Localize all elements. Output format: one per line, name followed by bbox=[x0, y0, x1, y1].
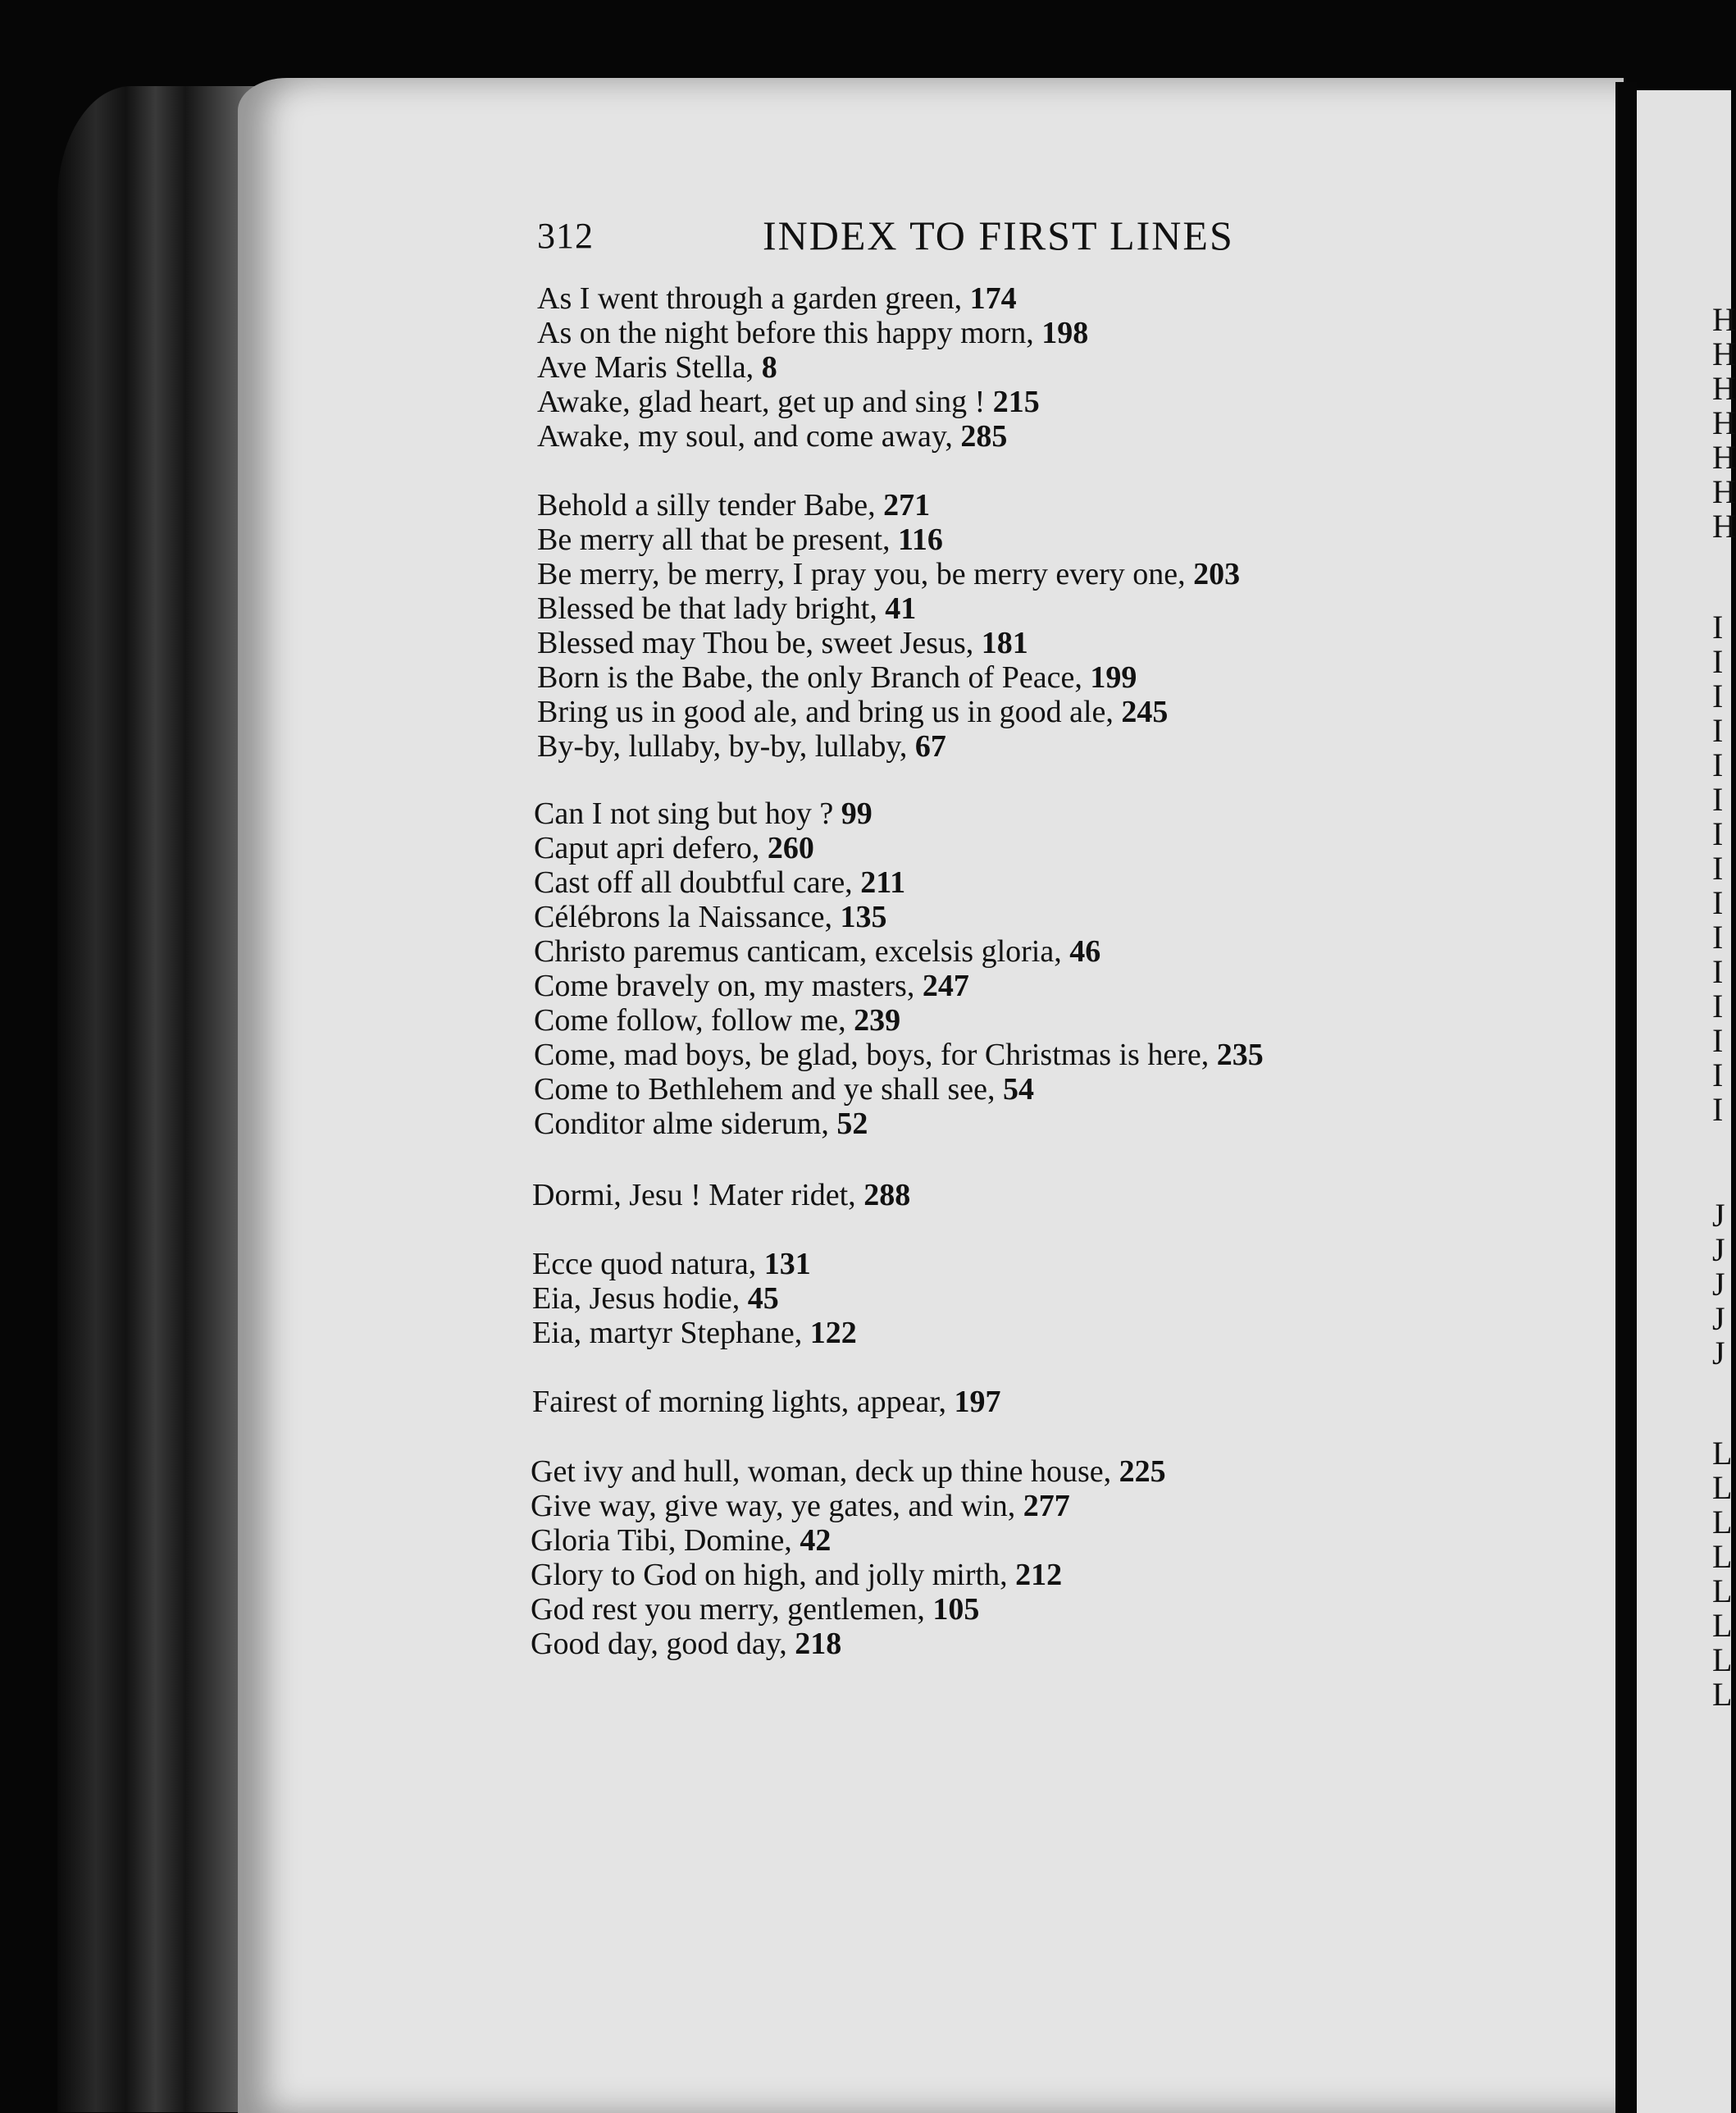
facing-page-letter: I bbox=[1712, 1022, 1724, 1059]
index-entry-text: Gloria Tibi, Domine, bbox=[531, 1523, 800, 1558]
index-entry-page: 41 bbox=[885, 591, 917, 626]
index-entry-text: Come follow, follow me, bbox=[534, 1003, 854, 1038]
facing-page-letter: J bbox=[1712, 1335, 1725, 1371]
index-entry-text: Can I not sing but hoy ? bbox=[534, 796, 841, 831]
index-entry-text: Conditor alme siderum, bbox=[534, 1107, 837, 1141]
index-entry-page: 116 bbox=[898, 523, 943, 557]
index-entry-page: 8 bbox=[761, 350, 777, 385]
index-entry-page: 215 bbox=[992, 385, 1040, 419]
index-entry-page: 67 bbox=[914, 729, 946, 764]
index-entry-page: 181 bbox=[981, 626, 1028, 660]
index-entry-text: Behold a silly tender Babe, bbox=[537, 488, 884, 523]
index-entry bbox=[537, 386, 1040, 418]
index-entry bbox=[534, 1039, 1264, 1070]
index-entry-page: 199 bbox=[1090, 660, 1137, 695]
index-entry bbox=[531, 1594, 979, 1625]
index-entry bbox=[532, 1317, 857, 1349]
index-entry bbox=[534, 936, 1100, 967]
index-entry-page: 174 bbox=[969, 281, 1017, 316]
facing-page-letter: H bbox=[1712, 370, 1736, 407]
index-entry-text: Come, mad boys, be glad, boys, for Christmas is here, bbox=[534, 1038, 1217, 1072]
facing-page-letter: H bbox=[1712, 335, 1736, 372]
index-entry-page: 245 bbox=[1121, 695, 1169, 729]
index-entry-text: Awake, my soul, and come away, bbox=[537, 419, 961, 454]
facing-page-letter: I bbox=[1712, 781, 1724, 818]
running-head: INDEX TO FIRST LINES bbox=[763, 212, 1234, 258]
index-entry-text: Come bravely on, my masters, bbox=[534, 969, 923, 1003]
index-entry-text: Get ivy and hull, woman, deck up thine house, bbox=[531, 1454, 1119, 1489]
facing-page-letter: H bbox=[1712, 301, 1736, 338]
index-entry-page: 54 bbox=[1002, 1072, 1034, 1107]
index-entry bbox=[534, 867, 905, 898]
facing-page-letter: L bbox=[1712, 1676, 1733, 1713]
facing-page-letter: I bbox=[1712, 712, 1724, 749]
index-entry bbox=[531, 1456, 1166, 1487]
index-entry-page: 225 bbox=[1119, 1454, 1166, 1489]
index-entry-text: Blessed may Thou be, sweet Jesus, bbox=[537, 626, 982, 660]
index-entry-page: 277 bbox=[1023, 1489, 1070, 1523]
index-entry-page: 122 bbox=[809, 1316, 857, 1350]
index-entry-text: Be merry, be merry, I pray you, be merry every one, bbox=[537, 557, 1194, 591]
index-entry-page: 260 bbox=[767, 831, 814, 865]
index-entry bbox=[537, 559, 1240, 590]
index-entry-page: 198 bbox=[1041, 316, 1089, 350]
index-entry-page: 135 bbox=[840, 900, 887, 934]
index-entry bbox=[537, 731, 946, 762]
index-entry-text: Fairest of morning lights, appear, bbox=[532, 1385, 955, 1419]
index-entry-text: As on the night before this happy morn, bbox=[537, 316, 1042, 350]
index-entry-text: Come to Bethlehem and ye shall see, bbox=[534, 1072, 1003, 1107]
index-entry-text: Give way, give way, ye gates, and win, bbox=[531, 1489, 1023, 1523]
index-entry-text: Born is the Babe, the only Branch of Peace, bbox=[537, 660, 1091, 695]
facing-page-letter: H bbox=[1712, 508, 1736, 545]
index-entry-page: 42 bbox=[800, 1523, 832, 1558]
facing-page-letter: H bbox=[1712, 439, 1736, 476]
index-entry-text: Eia, martyr Stephane, bbox=[532, 1316, 810, 1350]
facing-page-letter: I bbox=[1712, 1091, 1724, 1128]
index-entry-page: 288 bbox=[863, 1178, 911, 1212]
index-entry-page: 46 bbox=[1069, 934, 1101, 969]
index-entry-text: Dormi, Jesu ! Mater ridet, bbox=[532, 1178, 864, 1212]
index-entry bbox=[537, 696, 1168, 728]
index-entry bbox=[537, 421, 1007, 452]
index-entry bbox=[537, 593, 916, 624]
index-entry bbox=[532, 1283, 779, 1314]
facing-page-letter: L bbox=[1712, 1538, 1733, 1575]
index-entry-text: Be merry all that be present, bbox=[537, 523, 899, 557]
index-entry-text: By-by, lullaby, by-by, lullaby, bbox=[537, 729, 915, 764]
index-entry bbox=[534, 1005, 900, 1036]
index-entry-text: Caput apri defero, bbox=[534, 831, 768, 865]
facing-page-letter: J bbox=[1712, 1266, 1725, 1303]
facing-page-letter: L bbox=[1712, 1504, 1733, 1540]
index-entry-page: 52 bbox=[836, 1107, 868, 1141]
facing-page-letter: I bbox=[1712, 746, 1724, 783]
index-entry bbox=[532, 1386, 1001, 1417]
index-entry-text: Glory to God on high, and jolly mirth, bbox=[531, 1558, 1016, 1592]
index-entry-page: 285 bbox=[960, 419, 1008, 454]
index-entry bbox=[531, 1559, 1062, 1590]
index-entry-page: 235 bbox=[1216, 1038, 1264, 1072]
facing-page-letter: H bbox=[1712, 404, 1736, 441]
index-entry bbox=[534, 833, 814, 864]
index-entry-page: 212 bbox=[1015, 1558, 1063, 1592]
index-entry bbox=[537, 490, 930, 521]
index-entry bbox=[534, 798, 873, 829]
facing-page-letter: I bbox=[1712, 988, 1724, 1025]
index-entry bbox=[534, 970, 969, 1002]
index-entry-text: Célébrons la Naissance, bbox=[534, 900, 841, 934]
facing-page-letter: I bbox=[1712, 643, 1724, 680]
facing-page-letter: L bbox=[1712, 1641, 1733, 1678]
index-entry bbox=[537, 628, 1028, 659]
index-entry bbox=[534, 901, 887, 933]
index-entry bbox=[534, 1074, 1034, 1105]
index-entry-text: God rest you merry, gentlemen, bbox=[531, 1592, 933, 1627]
facing-page-letter: I bbox=[1712, 850, 1724, 887]
index-entry-text: Bring us in good ale, and bring us in good ale, bbox=[537, 695, 1122, 729]
facing-page-letter: J bbox=[1712, 1197, 1725, 1234]
facing-page-letter: L bbox=[1712, 1572, 1733, 1609]
index-entry-text: Good day, good day, bbox=[531, 1627, 795, 1661]
index-entry bbox=[531, 1490, 1070, 1522]
index-entry-page: 105 bbox=[932, 1592, 980, 1627]
index-entry bbox=[534, 1108, 868, 1139]
facing-page-letter: I bbox=[1712, 953, 1724, 990]
index-entry-page: 239 bbox=[854, 1003, 901, 1038]
index-entry-text: Awake, glad heart, get up and sing ! bbox=[537, 385, 993, 419]
facing-page-letter: I bbox=[1712, 919, 1724, 956]
index-entry-text: Eia, Jesus hodie, bbox=[532, 1281, 748, 1316]
index-entry-text: As I went through a garden green, bbox=[537, 281, 970, 316]
index-entry bbox=[537, 283, 1017, 314]
index-entry-text: Ecce quod natura, bbox=[532, 1247, 764, 1281]
facing-page-letter: L bbox=[1712, 1469, 1733, 1506]
index-entry-page: 45 bbox=[747, 1281, 779, 1316]
facing-page-letter: L bbox=[1712, 1607, 1733, 1644]
index-entry-page: 211 bbox=[860, 865, 906, 900]
facing-page-letter: I bbox=[1712, 678, 1724, 714]
facing-page-letter: L bbox=[1712, 1435, 1733, 1472]
facing-page-letter: H bbox=[1712, 473, 1736, 510]
index-entry-page: 99 bbox=[841, 796, 873, 831]
facing-page-letter: I bbox=[1712, 609, 1724, 646]
index-entry-page: 197 bbox=[954, 1385, 1001, 1419]
index-entry bbox=[537, 317, 1088, 349]
index-entry-page: 218 bbox=[795, 1627, 842, 1661]
index-entry-page: 131 bbox=[763, 1247, 811, 1281]
index-entry bbox=[537, 352, 777, 383]
index-entry-text: Blessed be that lady bright, bbox=[537, 591, 886, 626]
index-entry-text: Ave Maris Stella, bbox=[537, 350, 762, 385]
index-entry bbox=[531, 1525, 831, 1556]
page-number: 312 bbox=[537, 216, 594, 256]
facing-page-letter: J bbox=[1712, 1300, 1725, 1337]
facing-page-letter: J bbox=[1712, 1231, 1725, 1268]
index-entry bbox=[531, 1628, 841, 1659]
index-entry-text: Christo paremus canticam, excelsis gloria, bbox=[534, 934, 1070, 969]
index-entry-page: 203 bbox=[1193, 557, 1241, 591]
facing-page-letter: I bbox=[1712, 1056, 1724, 1093]
index-entry-text: Cast off all doubtful care, bbox=[534, 865, 861, 900]
facing-page-letter: I bbox=[1712, 815, 1724, 852]
index-entry bbox=[537, 662, 1137, 693]
index-entry-page: 247 bbox=[922, 969, 969, 1003]
index-entry bbox=[537, 524, 943, 555]
facing-page-letter: I bbox=[1712, 884, 1724, 921]
page-gutter bbox=[1615, 82, 1637, 2113]
index-entry bbox=[532, 1180, 910, 1211]
index-entry-page: 271 bbox=[883, 488, 931, 523]
index-entry bbox=[532, 1248, 811, 1280]
